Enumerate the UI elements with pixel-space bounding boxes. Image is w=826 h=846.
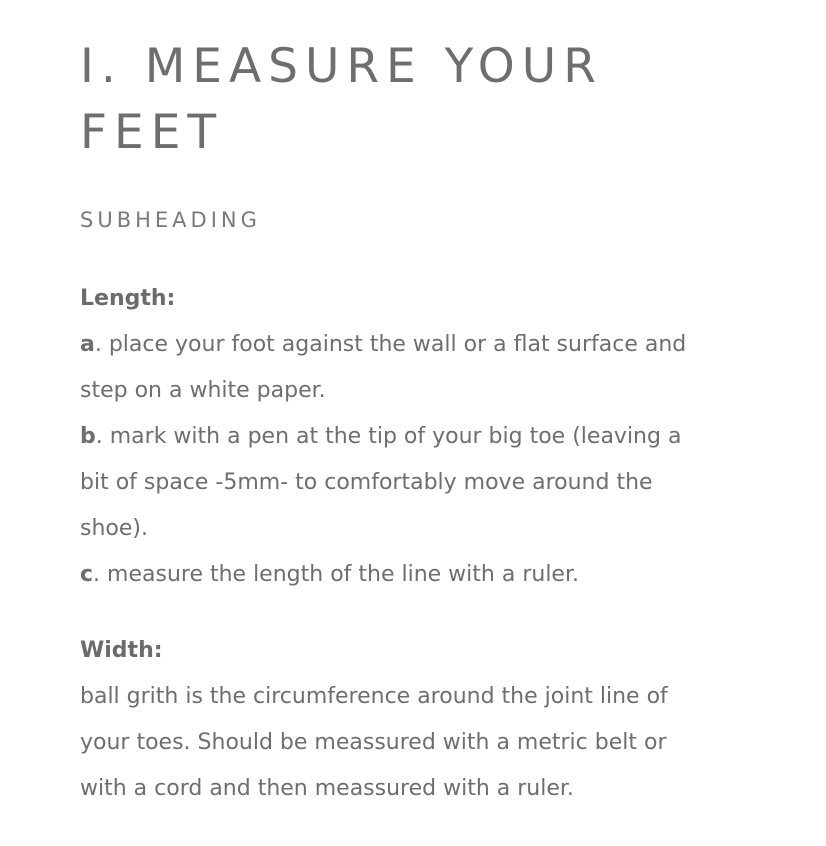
step-c-marker: c	[80, 562, 94, 587]
width-line-1: ball grith is the circumference around the joint line of	[80, 684, 668, 709]
subheading: SUBHEADING	[80, 208, 261, 232]
page-title	[80, 34, 780, 166]
step-b-line-1: b. mark with a pen at the tip of your big toe (leaving a	[80, 424, 682, 449]
step-a-marker: a	[80, 332, 95, 357]
length-section	[80, 276, 780, 598]
step-b-marker: b	[80, 424, 96, 449]
title-line-1: I. MEASURE YOUR	[80, 39, 603, 94]
measure-guide	[80, 34, 780, 812]
title-line-2: FEET	[80, 105, 224, 160]
width-line-3: with a cord and then meassured with a ruler.	[80, 776, 574, 801]
step-c-line-1: c. measure the length of the line with a ruler.	[80, 562, 579, 587]
width-section	[80, 628, 780, 812]
width-line-2: your toes. Should be meassured with a metric belt or	[80, 730, 667, 755]
step-b-line-3: shoe).	[80, 516, 148, 541]
length-heading: Length:	[80, 286, 176, 311]
width-heading: Width:	[80, 638, 163, 663]
step-a-line-2: step on a white paper.	[80, 378, 326, 403]
step-b-line-2: bit of space -5mm- to comfortably move around the	[80, 470, 653, 495]
step-a-line-1: a. place your foot against the wall or a flat surface and	[80, 332, 687, 357]
